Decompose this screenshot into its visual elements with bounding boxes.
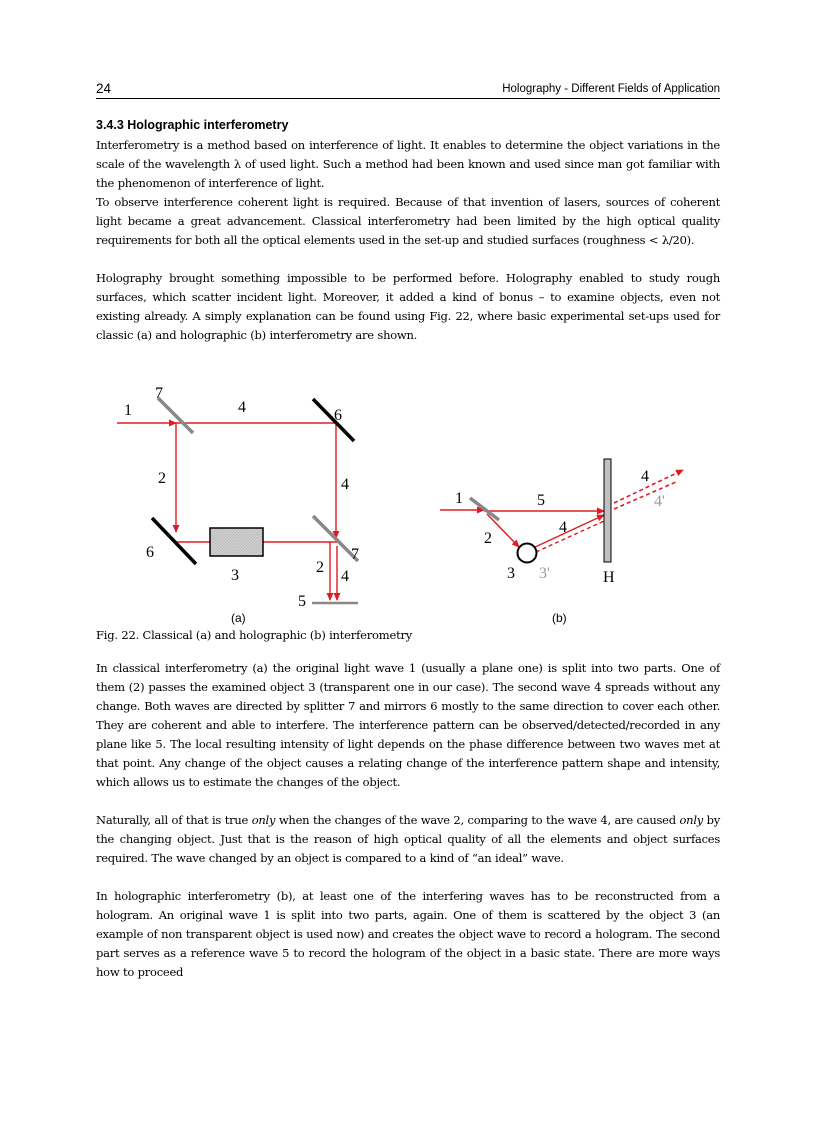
subfigure-label-a: (a) [231,611,246,625]
text-run: when the changes of the wave 2, comparing to the wave 4, are caused [275,813,680,827]
label-a-7-top: 7 [155,385,163,402]
label-a-6-bottom: 6 [146,544,154,561]
paragraph-coherence: To observe interference coherent light is required. Because of that invention of lasers, sources of coherent light became a great advancement. Classical interferometry had been limited by the high optical quality requirements for both all the optical elements used in the set-up and studied surfaces (roughness < λ/20). [96,195,720,247]
label-b-4-mid: 4 [559,519,567,536]
paragraph-holography: Holography brought something impossible to be performed before. Holography enabled to study rough surfaces, which scatter incident light. Moreover, it added a kind of bonus – to examine objects, even not existing already. A simply explanation can be found using Fig. 22, where basic experimental set-ups used for classic (a) and holographic (b) interferometry are shown. [96,271,720,342]
label-a-4-bottom: 4 [341,568,349,585]
label-a-4-right: 4 [341,476,349,493]
hologram-plate-H [604,459,611,562]
label-a-6-top: 6 [334,407,342,424]
paragraph-intro: Interferometry is a method based on interference of light. It enables to determine the object variations in the scale of the wavelength λ of used light. Such a method had been known and used since man got familiar with the phenomenon of interference of light. [96,138,720,190]
object-3-transparent [210,528,263,556]
running-title: Holography - Different Fields of Application [502,83,720,95]
label-b-4-prime: 4' [654,493,665,510]
ray-b4-recon [536,521,604,552]
section-heading: 3.4.3 Holographic interferometry [96,118,289,132]
emphasis-only-2: only [679,813,703,827]
paragraph-classical: In classical interferometry (a) the original light wave 1 (usually a plane one) is split into two parts. One of them (2) passes the examined object 3 (transparent one in our case). The second wave 4 spreads without any change. Both waves are directed by splitter 7 and mirrors 6 mostly to the same direction to cover each other. They are coherent and able to interfere. The interference pattern can be observed/detected/recorded in any plane like 5. The local resulting intensity of light depends on the phase difference between two waves met at that point. Any change of the object causes a relating change of the interference pattern shape and intensity, which allows us to estimate the changes of the object. [96,661,720,789]
label-b-2: 2 [484,530,492,547]
subfigure-label-b: (b) [552,611,567,625]
label-a-7-bottom: 7 [351,546,359,563]
emphasis-only-1: only [251,813,276,827]
label-a-3: 3 [231,567,239,584]
label-b-3-prime: 3' [539,565,550,582]
text-run: by the changing object. Just that is the reason of high optical quality of all the elements and object surfaces required. The wave changed by an object is compared to a kind of “an ideal” wave. [96,813,720,865]
figure-caption: Fig. 22. Classical (a) and holographic (b) interferometry [96,628,413,642]
figure-labels [124,385,665,625]
label-a-5: 5 [298,593,306,610]
mirror-6-bottom [152,518,196,564]
text-run: Naturally, all of that is true [96,813,252,827]
paragraph-naturally [96,811,720,868]
splitter-b [470,498,499,520]
label-a-2-bottom: 2 [316,559,324,576]
ray-b4p-out [614,482,676,509]
label-b-H: H [603,569,615,586]
paragraph-holographic: In holographic interferometry (b), at least one of the interfering waves has to be reconstructed from a hologram. An original wave 1 is split into two parts, again. One of them is scattered by the object 3 (an example of non transparent object is used now) and creates the object wave to record a hologram. The second part serves as a reference wave 5 to record the hologram of the object in a basic state. There are more ways how to proceed [96,889,720,979]
label-b-4-out: 4 [641,468,649,485]
label-b-5: 5 [537,492,545,509]
label-a-1: 1 [124,402,132,419]
label-b-3: 3 [507,565,515,582]
label-a-4-top: 4 [238,399,246,416]
object-3-sphere [518,544,537,563]
label-a-2: 2 [158,470,166,487]
label-b-1: 1 [455,490,463,507]
page-number: 24 [96,81,112,96]
ray-b4 [533,515,604,548]
